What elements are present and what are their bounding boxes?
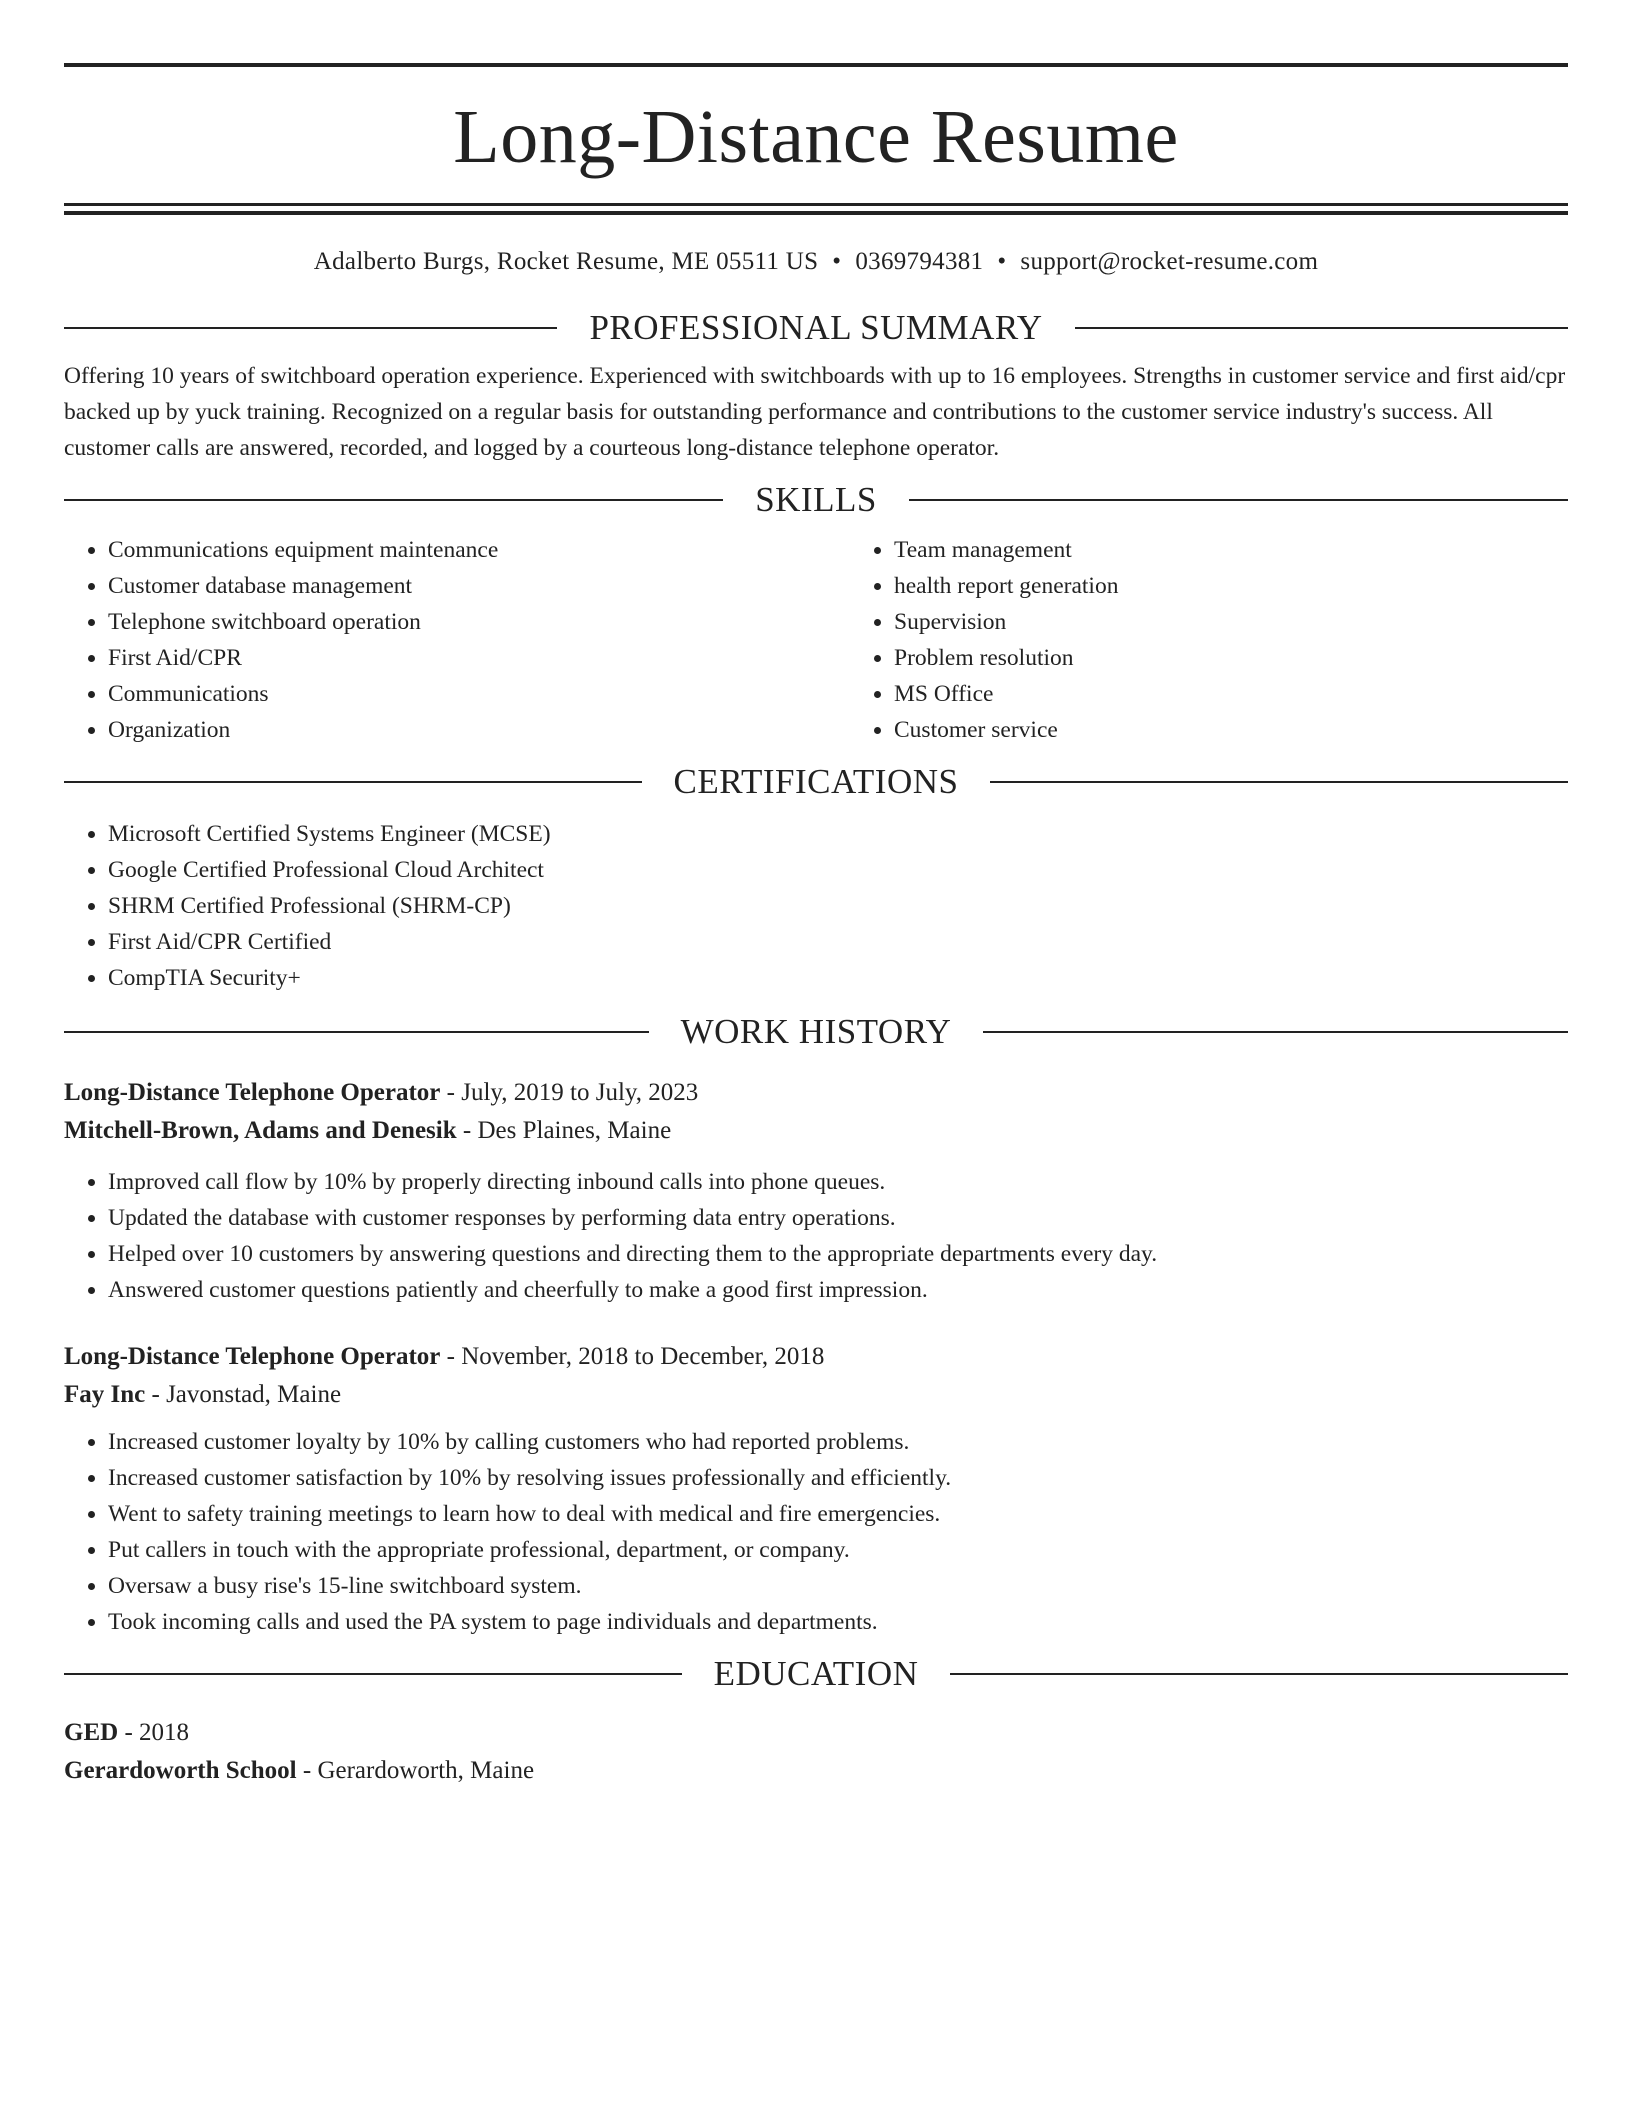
skills-column-left	[64, 532, 850, 748]
skill-item: • Customer service	[894, 712, 1632, 748]
skill-item: • Communications	[108, 676, 850, 712]
job-bullet: • Updated the database with customer responses by performing data entry operations.	[108, 1200, 1568, 1236]
section-title: PROFESSIONAL SUMMARY	[589, 308, 1043, 347]
summary-heading	[64, 308, 1568, 348]
certification-item: • Microsoft Certified Systems Engineer (MCSE)	[108, 816, 1568, 852]
heading-rule	[983, 1031, 1568, 1033]
heading-rule	[64, 499, 723, 501]
job-bullets	[64, 1164, 1568, 1308]
section-title: EDUCATION	[713, 1654, 919, 1693]
education-entry	[64, 1714, 1568, 1790]
education-school-line	[64, 1752, 1568, 1790]
job-company: Fay Inc	[64, 1381, 146, 1408]
resume-page	[64, 0, 1568, 1790]
skill-item: • Team management	[894, 532, 1632, 568]
job-bullet: • Went to safety training meetings to learn how to deal with medical and fire emergencies.	[108, 1496, 1568, 1532]
contact-email: support@rocket-resume.com	[1020, 248, 1319, 275]
job-company: Mitchell-Brown, Adams and Denesik	[64, 1117, 457, 1144]
skills-heading	[64, 480, 1568, 520]
certification-item: • First Aid/CPR Certified	[108, 924, 1568, 960]
job-entry	[64, 1338, 1568, 1640]
job-title-line	[64, 1074, 1568, 1112]
education-school: Gerardoworth School	[64, 1757, 297, 1784]
job-dates: - November, 2018 to December, 2018	[440, 1343, 825, 1370]
contact-phone: 0369794381	[855, 248, 984, 275]
certifications-list	[64, 816, 1568, 996]
skill-item: • First Aid/CPR	[108, 640, 850, 676]
contact-separator: •	[832, 248, 842, 275]
job-location: - Des Plaines, Maine	[456, 1117, 672, 1144]
skill-item: • Customer database management	[108, 568, 850, 604]
job-bullets	[64, 1424, 1568, 1640]
skills-list	[64, 532, 1568, 748]
contact-line	[64, 246, 1568, 278]
job-bullet: • Took incoming calls and used the PA system to page individuals and departments.	[108, 1604, 1568, 1640]
section-title: CERTIFICATIONS	[673, 762, 959, 801]
certifications-heading	[64, 762, 1568, 802]
job-bullet: • Put callers in touch with the appropriate professional, department, or company.	[108, 1532, 1568, 1568]
job-company-line	[64, 1376, 1568, 1414]
skill-item: • Organization	[108, 712, 850, 748]
job-bullet: • Helped over 10 customers by answering questions and directing them to the appropriate departments every day.	[108, 1236, 1568, 1272]
job-title: Long-Distance Telephone Operator	[64, 1079, 441, 1106]
education-degree-line	[64, 1714, 1568, 1752]
education-degree: GED	[64, 1719, 119, 1746]
heading-rule	[950, 1673, 1568, 1675]
top-rule	[64, 63, 1568, 67]
job-bullet: • Answered customer questions patiently and cheerfully to make a good first impression.	[108, 1272, 1568, 1308]
heading-rule	[64, 781, 642, 783]
skill-item: • health report generation	[894, 568, 1632, 604]
certification-item: • Google Certified Professional Cloud Architect	[108, 852, 1568, 888]
skills-column-right	[850, 532, 1632, 748]
job-bullet: • Improved call flow by 10% by properly directing inbound calls into phone queues.	[108, 1164, 1568, 1200]
certification-item: • SHRM Certified Professional (SHRM-CP)	[108, 888, 1568, 924]
resume-title: Long-Distance Resume	[453, 95, 1179, 179]
skill-item: • Problem resolution	[894, 640, 1632, 676]
job-entry	[64, 1074, 1568, 1308]
heading-rule	[909, 499, 1568, 501]
job-bullet: • Increased customer satisfaction by 10% by resolving issues professionally and efficiently.	[108, 1460, 1568, 1496]
skill-item: • Telephone switchboard operation	[108, 604, 850, 640]
heading-rule	[990, 781, 1568, 783]
job-bullet: • Increased customer loyalty by 10% by calling customers who had reported problems.	[108, 1424, 1568, 1460]
heading-rule	[64, 327, 557, 329]
skill-item: • Communications equipment maintenance	[108, 532, 850, 568]
job-dates: - July, 2019 to July, 2023	[440, 1079, 699, 1106]
education-heading	[64, 1654, 1568, 1694]
work-history-heading	[64, 1012, 1568, 1052]
section-title: WORK HISTORY	[680, 1012, 952, 1051]
job-location: - Javonstad, Maine	[145, 1381, 342, 1408]
title-double-rule	[64, 203, 1568, 215]
job-title: Long-Distance Telephone Operator	[64, 1343, 441, 1370]
section-title: SKILLS	[755, 480, 877, 519]
heading-rule	[64, 1673, 682, 1675]
contact-address: Adalberto Burgs, Rocket Resume, ME 05511 US	[313, 248, 819, 275]
education-location: - Gerardoworth, Maine	[296, 1757, 535, 1784]
skill-item: • Supervision	[894, 604, 1632, 640]
job-title-line	[64, 1338, 1568, 1376]
job-bullet: • Oversaw a busy rise's 15-line switchboard system.	[108, 1568, 1568, 1604]
skill-item: • MS Office	[894, 676, 1632, 712]
heading-rule	[64, 1031, 649, 1033]
education-year: - 2018	[118, 1719, 190, 1746]
contact-separator: •	[997, 248, 1007, 275]
certification-item: • CompTIA Security+	[108, 960, 1568, 996]
job-company-line	[64, 1112, 1568, 1150]
heading-rule	[1075, 327, 1568, 329]
summary-text: Offering 10 years of switchboard operation experience. Experienced with switchboards with up to 16 employees. Strengths in customer service and first aid/cpr backed up by yuck training. Recognized on a regular basis for outstanding performance and contributions to the customer service industry's success. All customer calls are answered, recorded, and logged by a courteous long-distance telephone operator.	[64, 363, 1566, 461]
